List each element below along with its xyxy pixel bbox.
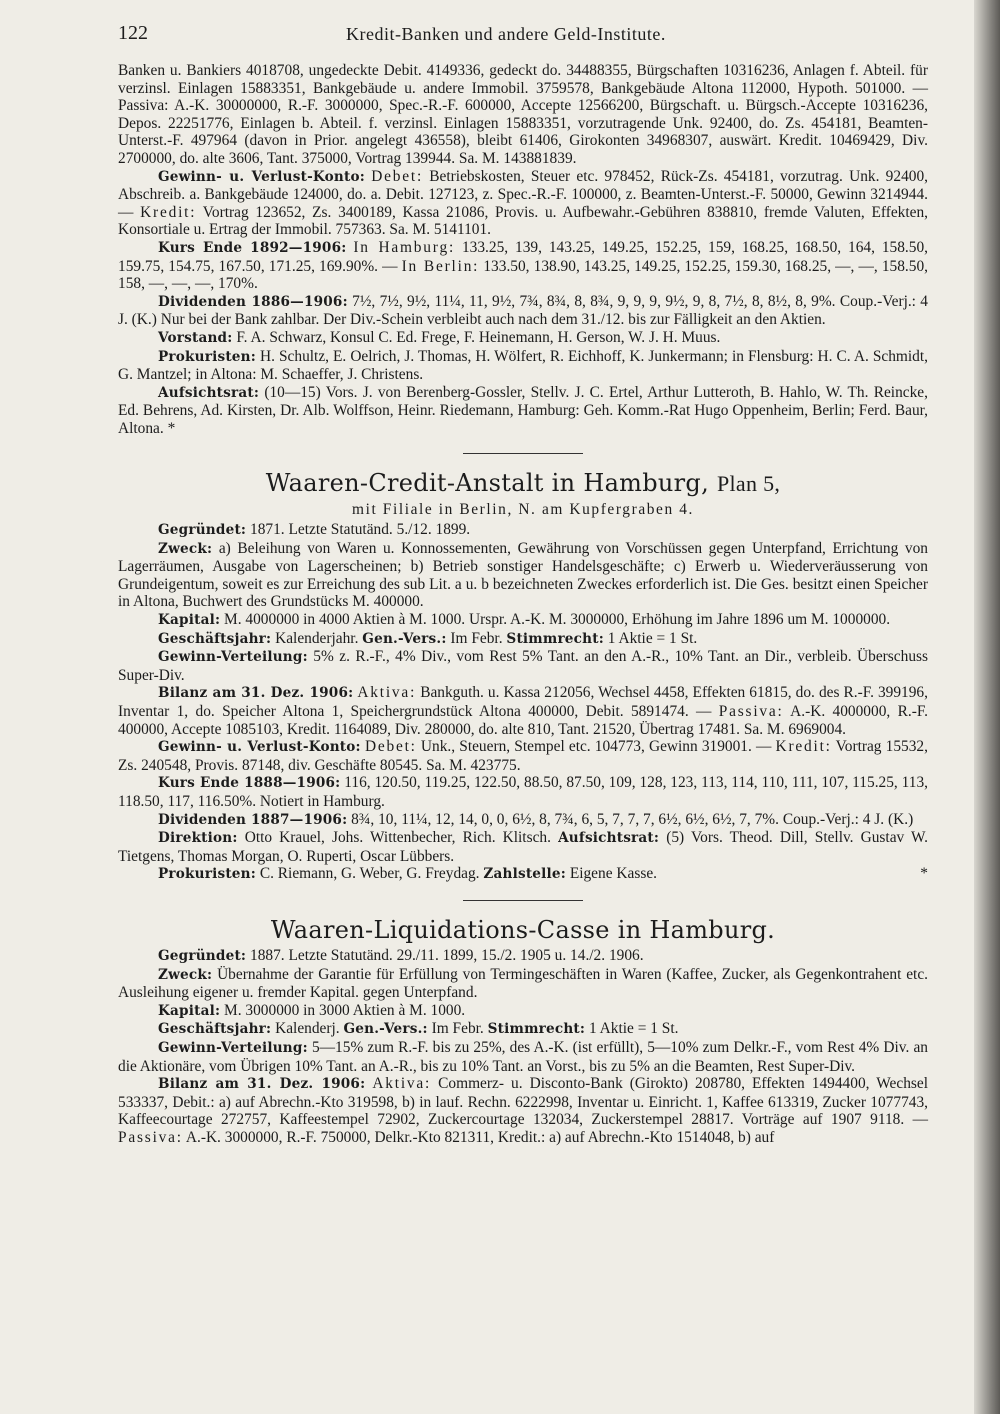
- wca-direktion: Direktion: Otto Krauel, Johs. Wittenbecher, Rich. Klitsch. Aufsichtsrat: (5) Vors. Theod. Dill, Stellv. Gustav W. Tietgens, Thomas Morgan, O. Ruperti, Oscar Lübbers.: [118, 829, 928, 865]
- wca-kapital: Kapital: M. 4000000 in 4000 Aktien à M. 1000. Urspr. A.-K. M. 3000000, Erhöhung im Jahre 1896 um M. 1000000.: [158, 611, 891, 629]
- running-head: [118, 22, 948, 52]
- wlc-zweck: Zweck: Übernahme der Garantie für Erfüllung von Termingeschäften in Waren (Kaffee, Zucker, als Gegenkontrahent etc. Ausleihung eigener u. fremder Kapital. gegen Unterpfand.: [118, 965, 928, 1002]
- prev-dividenden: Dividenden 1886—1906: 7½, 7½, 9½, 11¼, 11, 9½, 7¾, 8¾, 8, 8¾, 9, 9, 9, 9½, 9, 8, 7½, 8, 8½, 8, 9%. Coup.-Verj.: 4 J. (K.) Nur bei der Bank zahlbar. Der Div.-Schein verbleibt auch nach dem 31./12. bis zur Fälligkeit an den Aktien.: [118, 292, 929, 329]
- prev-prokuristen: Prokuristen: H. Schultz, E. Oelrich, J. Thomas, H. Wölfert, R. Eichhoff, K. Junkermann; in Flensburg: H. C. A. Schmidt, G. Mantzel; in Altona: M. Schaeffer, J. Christens.: [118, 347, 928, 384]
- wca-gegruendet: Gegründet: 1871. Letzte Statutänd. 5./12. 1899.: [158, 521, 471, 539]
- wca-end-star: *: [920, 865, 928, 883]
- wlc-bilanz: Bilanz am 31. Dez. 1906: Aktiva: Commerz- u. Disconto-Bank (Girokto) 208780, Effekten 1494400, Wechsel 533337, Debit.: a) auf Abrechn.-Kto 319598, b) in lauf. Rechn. 6222998, Inventar u. Einricht. 1, Kaffee 613319, Zucker 1077743, Kaffeecourtage 272757, Kaffeestempel 72902, Zuckercourtage 132034, Zuckerstempel 28817. Vorträge auf 1907 9118. — Passiva: A.-K. 3000000, R.-F. 750000, Delkr.-Kto 821311, Kredit.: a) auf Abrechn.-Kto 1514048, b) auf: [118, 1075, 928, 1146]
- wca-plan: Plan 5,: [716, 471, 781, 497]
- wca-geschaeftsjahr: Geschäftsjahr: Kalenderjahr. Gen.-Vers.: Im Febr. Stimmrecht: 1 Aktie = 1 St.: [158, 629, 698, 647]
- wca-zweck: Zweck: a) Beleihung von Waren u. Konnossementen, Gewährung von Vorschüssen gegen Unterpfand, Errichtung von Lagerräumen, Ausgabe von Lagerscheinen; b) Betrieb sonstiger Handelsgeschäfte; c) Erwerb u. Wiederveräusserung von Grundeigentum, soweit es zur Erreichung des sub Lit. a u. b bezeichneten Zweckes erforderlich ist. Die Ges. besitzt einen Speicher in Altona, Buchwert des Grundstücks M. 400000.: [118, 539, 928, 611]
- wca-dividenden: Dividenden 1887—1906: 8¾, 10, 11¼, 12, 14, 0, 0, 6½, 8, 7¾, 6, 5, 7, 7, 7, 6½, 6½, 6½, 7, 7%. Coup.-Verj.: 4 J. (K.): [158, 810, 914, 828]
- wca-gv-konto: Gewinn- u. Verlust-Konto: Debet: Unk., Steuern, Stempel etc. 104773, Gewinn 319001. — Kredit: Vortrag 15532, Zs. 240548, Provis. 87148, div. Geschäfte 80545. Sa. M. 423775.: [118, 738, 928, 774]
- prev-gv-konto: Gewinn- u. Verlust-Konto: Debet: Betriebskosten, Steuer etc. 978452, Rück-Zs. 454181, vorzutrag. Unk. 92400, Abschreib. a. Bankgebäude 124000, do. a. Debit. 127123, z. Spec.-R.-F. 100000, z. Beamten-Unterst.-F. 50000, Gewinn 3214944. — Kredit: Vortrag 123652, Zs. 3400189, Kassa 21086, Provis. u. Aufbewahr.-Gebühren 838810, fremde Valuten, Effekten, Konsortiale u. Ertrag der Immobil. 757363. Sa. M. 5141101.: [118, 167, 929, 239]
- running-title: Kredit-Banken und andere Geld-Institute.: [346, 24, 666, 44]
- prev-aufsichtsrat: Aufsichtsrat: (10—15) Vors. J. von Berenberg-Gossler, Stellv. J. C. Ertel, Arthur Lutteroth, B. Hahlo, W. Th. Reincke, Ed. Behrens, Ad. Kirsten, Dr. Alb. Wolffson, Heinr. Riedemann, Hamburg: Geh. Komm.-Rat Hugo Oppenheim, Berlin; Ferd. Baur, Altona. *: [118, 383, 928, 437]
- page-content: [118, 62, 928, 1146]
- wlc-geschaeftsjahr: Geschäftsjahr: Kalenderj. Gen.-Vers.: Im Febr. Stimmrecht: 1 Aktie = 1 St.: [158, 1020, 679, 1038]
- page-edge-shadow: [974, 0, 1000, 1414]
- wlc-gewinn-verteilung: Gewinn-Verteilung: 5—15% zum R.-F. bis zu 25%, des A.-K. (ist erfüllt), 5—10% zum Delkr.-F., vom Rest 4% Div. an die Aktionäre, vom Übrigen 10% Tant. an A.-R., bis zu 10% Tant. an Vorst., bis zu 5% an die Beamten, Rest Super-Div.: [118, 1038, 928, 1075]
- section-divider: [463, 453, 583, 454]
- page-number: 122: [118, 22, 148, 44]
- wca-prokuristen: Prokuristen: C. Riemann, G. Weber, G. Freydag. Zahlstelle: Eigene Kasse. *: [158, 865, 928, 883]
- prev-kurs: Kurs Ende 1892—1906: In Hamburg: 133.25, 139, 143.25, 149.25, 152.25, 159, 168.25, 168.50, 164, 158.50, 159.75, 154.75, 167.50, 171.25, 169.90%. — In Berlin: 133.50, 138.90, 143.25, 149.25, 152.25, 159.30, 168.25, —, —, 158.50, 158, —, —, —, 170%.: [118, 238, 929, 293]
- wlc-gegruendet: Gegründet: 1887. Letzte Statutänd. 29./11. 1899, 15./2. 1905 u. 14./2. 1906.: [158, 946, 644, 964]
- wca-subtitle: mit Filiale in Berlin, N. am Kupfergraben 4.: [352, 501, 694, 519]
- wca-kurs: Kurs Ende 1888—1906: 116, 120.50, 119.25, 122.50, 88.50, 87.50, 109, 128, 123, 113, 114, 110, 111, 107, 115.25, 113, 118.50, 117, 116.50%. Notiert in Hamburg.: [118, 774, 928, 810]
- prev-vorstand: Vorstand: F. A. Schwarz, Konsul C. Ed. Frege, F. Heinemann, H. Gerson, W. J. H. Muus.: [158, 328, 721, 346]
- section-divider: [463, 900, 583, 901]
- wlc-kapital: Kapital: M. 3000000 in 3000 Aktien à M. 1000.: [158, 1001, 466, 1019]
- wca-heading: [118, 468, 928, 499]
- wca-title: Waaren-Credit-Anstalt in Hamburg,: [265, 469, 710, 498]
- prev-balance-tail: Banken u. Bankiers 4018708, ungedeckte Debit. 4149336, gedeckt do. 34488355, Bürgschaften 10316236, Anlagen f. Abteil. für verzinsl. Einlagen 15883351, Bankgebäude u. andere Immobil. 3759578, Bankgebäude Altona 112000, Hypoth. 501000. — Passiva: A.-K. 30000000, R.-F. 3000000, Spec.-R.-F. 600000, Accepte 12566200, Bürgschaft. u. Bürgsch.-Accepte 10316236, Depos. 22251776, Einlagen b. Abteil. f. verzinsl. Einlagen 15883351, vorzutragende Unk. 92400, do. Zs. 454181, Beamten-Unterst.-F. 497964 (davon in Prior. angelegt 436558), bleibt 61406, Girokonten 34968307, auswärt. Kredit. 10469429, Div. 2700000, do. alte 3606, Tant. 375000, Vortrag 139944. Sa. M. 143881839.: [118, 62, 928, 167]
- wlc-heading: [118, 915, 928, 945]
- wca-bilanz: Bilanz am 31. Dez. 1906: Aktiva: Bankguth. u. Kassa 212056, Wechsel 4458, Effekten 61815, do. des R.-F. 399196, Inventar 1, do. Speicher Altona 1, Speichergrundstück Altona 400000, Debit. 5891474. — Passiva: A.-K. 4000000, R.-F. 400000, Accepte 1085103, Kredit. 1164089, Div. 280000, do. alte 810, Tant. 21520, Übertrag 17481. Sa. M. 6969004.: [118, 684, 928, 738]
- wlc-title: Waaren-Liquidations-Casse in Hamburg.: [270, 915, 776, 944]
- wca-gewinn-verteilung: Gewinn-Verteilung: 5% z. R.-F., 4% Div., vom Rest 5% Tant. an den A.-R., 10% Tant. an Dir., verbleib. Überschuss Super-Div.: [118, 648, 928, 684]
- prev-end-star: *: [167, 419, 176, 437]
